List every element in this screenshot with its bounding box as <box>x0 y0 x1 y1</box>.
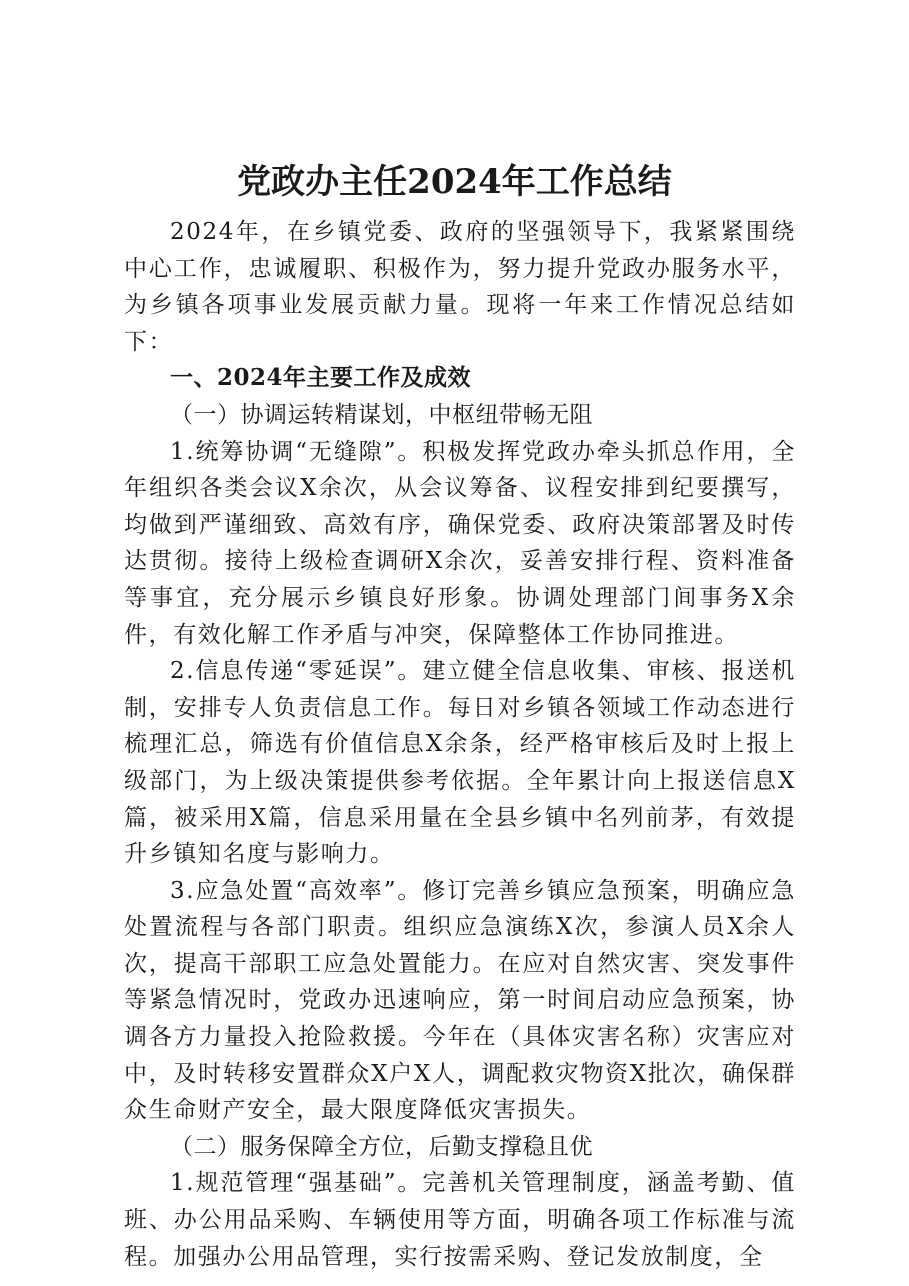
section-heading-1: 一、2024年主要工作及成效 <box>170 364 472 392</box>
paragraph-management: 1.规范管理“强基础”。完善机关管理制度，涵盖考勤、值班、办公用品采购、车辆使用等方面，明确各项工作标准与流程。加强办公用品管理，实行按需采购、登记发放制度，全 <box>124 1170 796 1270</box>
paragraph-information: 2.信息传递“零延误”。建立健全信息收集、审核、报送机制，安排专人负责信息工作。每日对乡镇各领域工作动态进行梳理汇总，筛选有价值信息X余条，经严格审核后及时上报上级部门，为上级决策提供参考依据。全年累计向上报送信息X篇，被采用X篇，信息采用量在全县乡镇中名列前茅，有效提升乡镇知名度与影响力。 <box>124 658 796 868</box>
document-body <box>124 214 796 1275</box>
paragraph-coordination: 1.统筹协调“无缝隙”。积极发挥党政办牵头抓总作用，全年组织各类会议X余次，从会议筹备、议程安排到纪要撰写，均做到严谨细致、高效有序，确保党委、政府决策部署及时传达贯彻。接待上级检查调研X余次，妥善安排行程、资料准备等事宜，充分展示乡镇良好形象。协调处理部门间事务X余件，有效化解工作矛盾与冲突，保障整体工作协同推进。 <box>124 438 796 648</box>
paragraph-emergency: 3.应急处置“高效率”。修订完善乡镇应急预案，明确应急处置流程与各部门职责。组织应急演练X次，参演人员X余人次，提高干部职工应急处置能力。在应对自然灾害、突发事件等紧急情况时，党政办迅速响应，第一时间启动应急预案，协调各方力量投入抢险救援。今年在（具体灾害名称）灾害应对中，及时转移安置群众X户X人，调配救灾物资X批次，确保群众生命财产安全，最大限度降低灾害损失。 <box>124 877 796 1124</box>
document-title: 党政办主任2024年工作总结 <box>237 162 672 202</box>
subsection-heading-1: （一）协调运转精谋划，中枢纽带畅无阻 <box>170 401 593 428</box>
subsection-heading-2: （二）服务保障全方位，后勤支撑稳且优 <box>170 1133 593 1160</box>
intro-paragraph: 2024年，在乡镇党委、政府的坚强领导下，我紧紧围绕中心工作，忠诚履职、积极作为，努力提升党政办服务水平，为乡镇各项事业发展贡献力量。现将一年来工作情况总结如下： <box>124 219 796 355</box>
